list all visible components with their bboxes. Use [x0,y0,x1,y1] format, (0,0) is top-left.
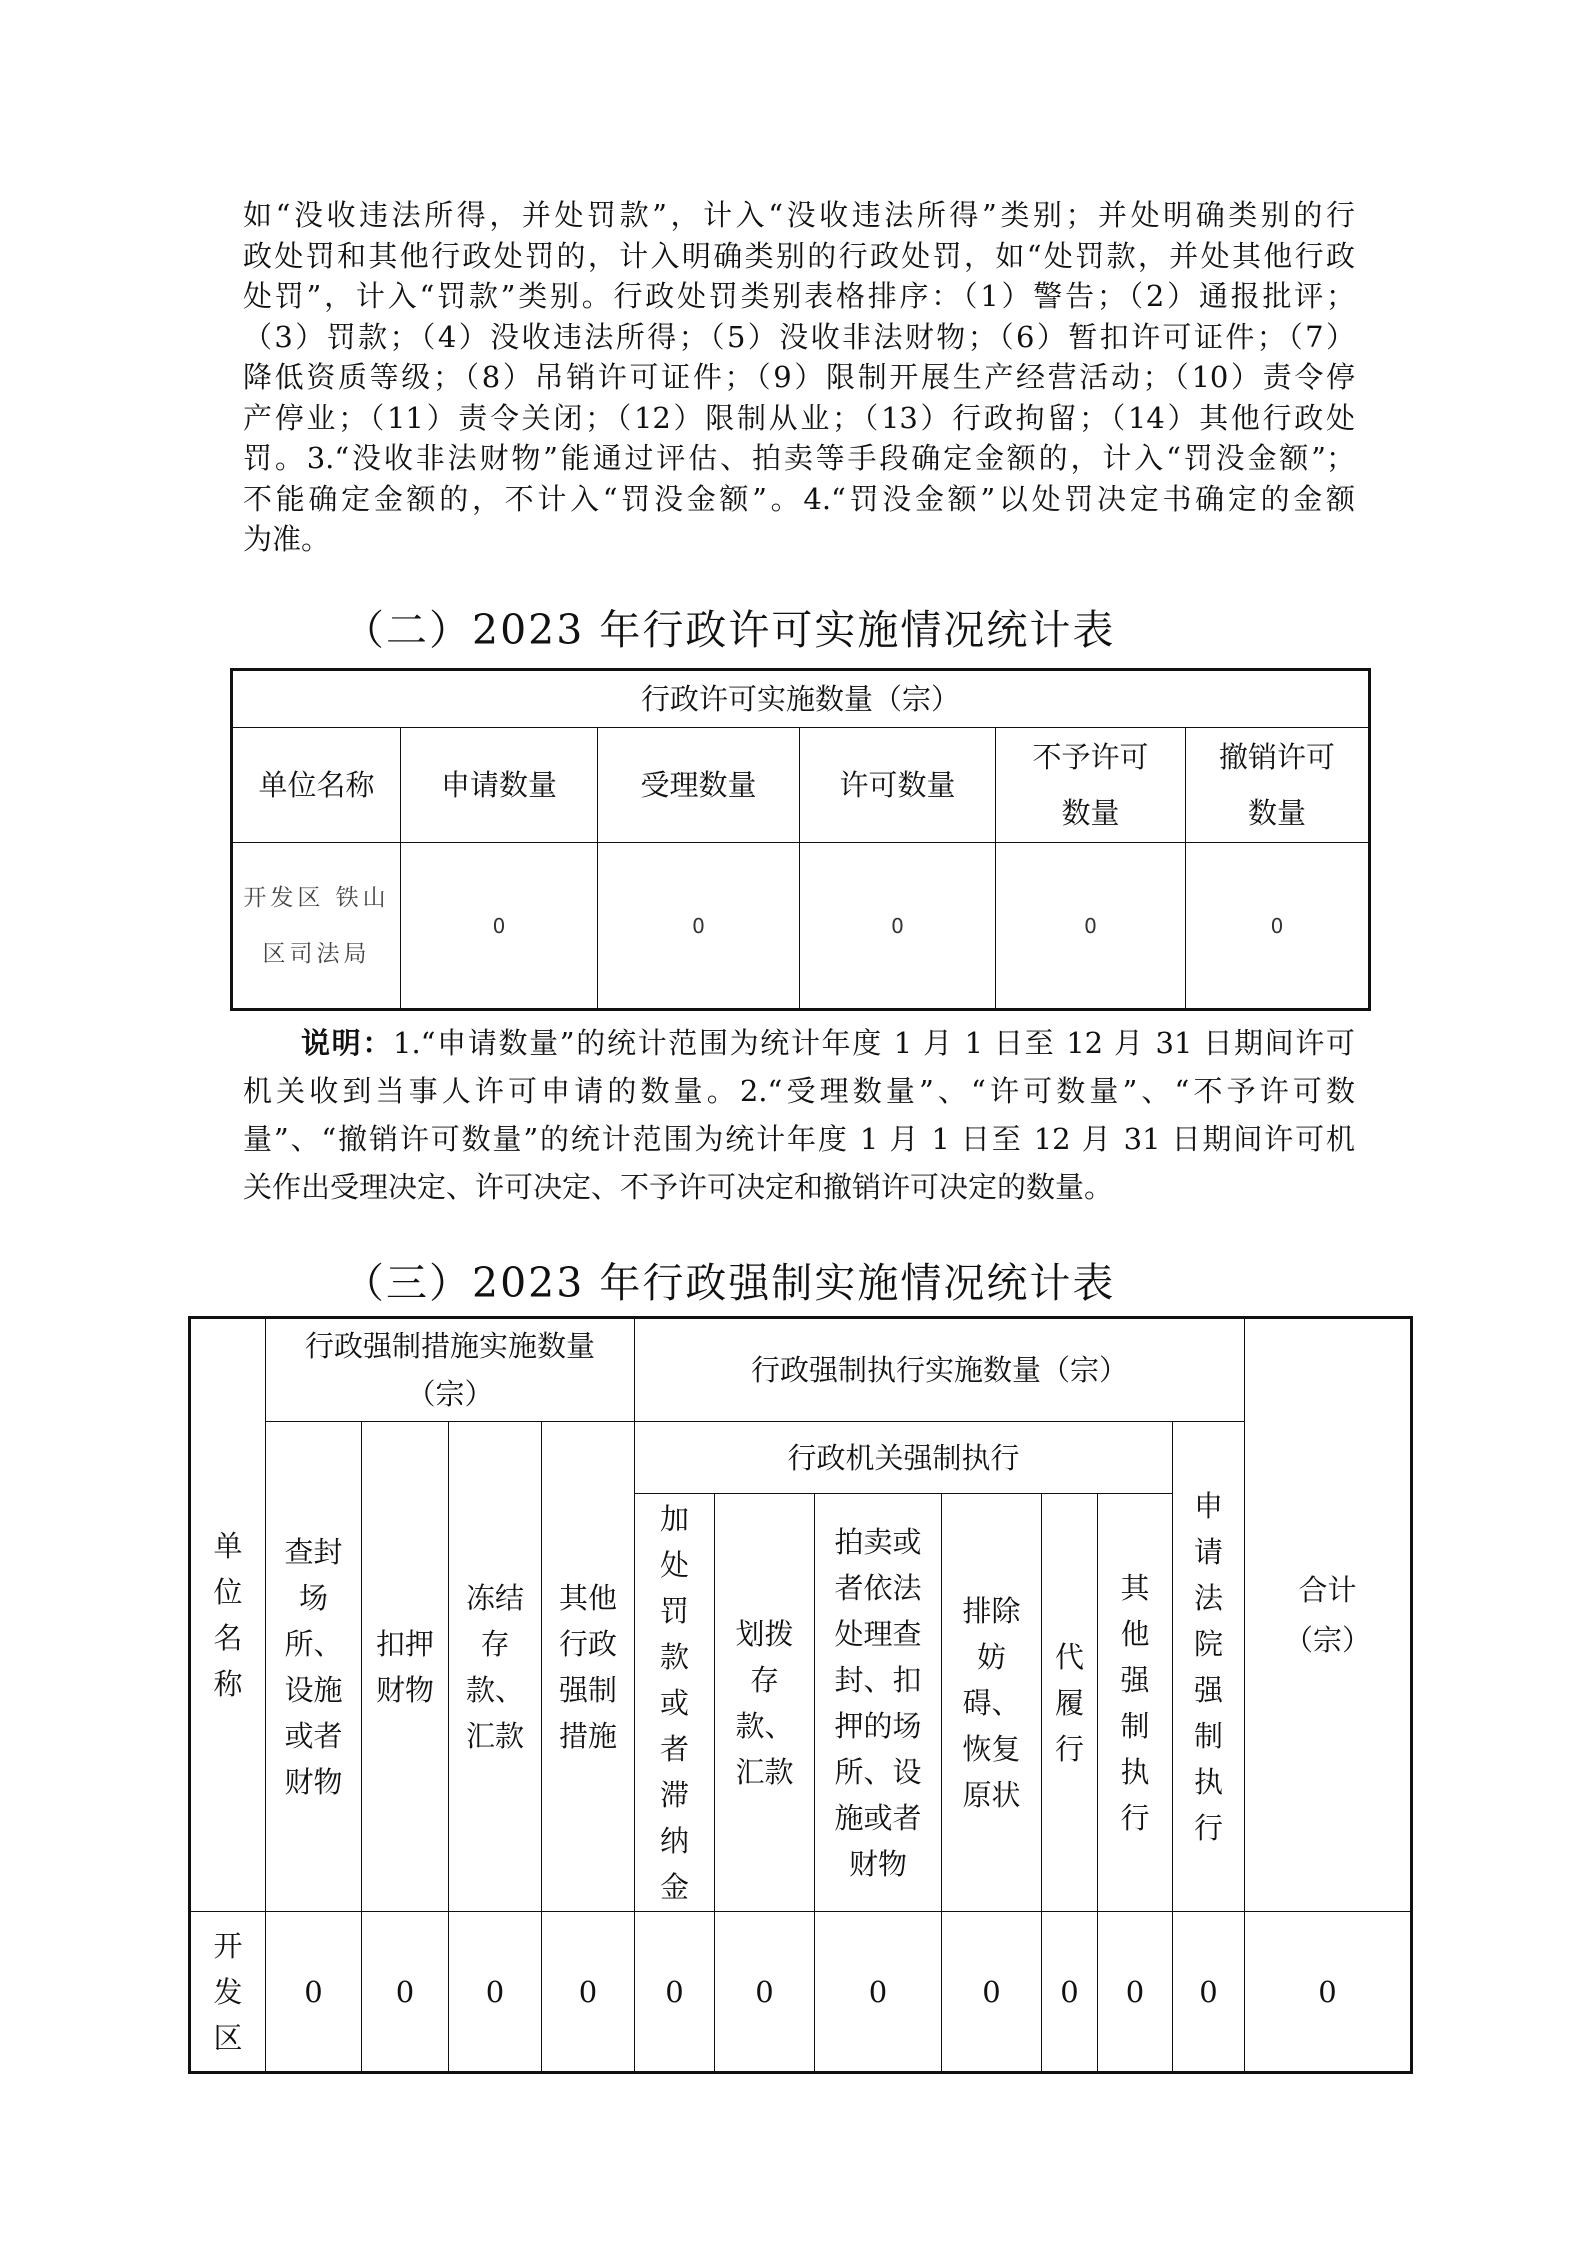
intro-line: 产停业；（11）责令关闭；（12）限制从业；（13）行政拘留；（14）其他行政处 [243,400,1355,435]
col-court-char: 请 [1194,1534,1224,1569]
col-remove-line: 原状 [962,1777,1021,1812]
col-other-exec-char: 强 [1120,1662,1150,1697]
col-remove-line: 排除 [962,1593,1021,1628]
col-revoke-line: 撤销许可 [1219,740,1336,774]
col-seize-line: 财物 [375,1672,434,1707]
col-other-measure-line: 其他 [559,1580,618,1615]
col-seal-line: 所、 [284,1626,343,1661]
intro-line: 降低资质等级；（8）吊销许可证件；（9）限制开展生产经营活动；（10）责令停 [243,360,1355,394]
col-auction-line: 封、扣 [834,1662,922,1697]
col-unit-char: 称 [213,1667,243,1701]
value-penalty: 0 [635,1912,715,2073]
measures-header-line: 行政强制措施实施数量 [305,1329,596,1363]
col-accept-count: 受理数量 [598,728,800,843]
section3-title: （三）2023 年行政强制实施情况统计表 [343,1259,1116,1307]
col-penalty-char: 或 [660,1685,690,1720]
col-auction-line: 押的场 [834,1708,922,1743]
value-transfer: 0 [715,1912,815,2073]
col-other-exec [1098,1494,1173,1912]
row-unit-line: 区司法局 [262,940,371,967]
value-auction: 0 [815,1912,942,2073]
col-revoke-count [1186,728,1370,843]
intro-line: 如“没收违法所得，并处罚款”，计入“没收违法所得”类别；并处明确类别的行 [243,198,1355,232]
value-permit: 0 [800,843,996,1010]
col-other-exec-char: 其 [1120,1570,1150,1605]
col-seal-line: 或者 [284,1718,343,1753]
row-unit-name [190,1912,266,2073]
col-penalty-char: 款 [660,1639,690,1674]
permit-group-header: 行政许可实施数量（宗） [232,670,1370,728]
col-substitute-char: 代 [1055,1639,1085,1674]
value-seize: 0 [362,1912,449,2073]
row-unit-line: 开发区 铁山 [243,884,390,911]
col-seal-line: 场 [298,1580,328,1615]
col-auction-line: 者依法 [834,1570,922,1605]
col-penalty [635,1494,715,1912]
col-other-exec-char: 他 [1120,1616,1150,1651]
col-seize-line: 扣押 [375,1626,434,1661]
col-seal-line: 财物 [284,1764,343,1799]
col-penalty-char: 金 [660,1869,690,1904]
col-apply-count: 申请数量 [401,728,598,843]
col-freeze-line: 款、 [465,1672,524,1707]
value-accept: 0 [598,843,800,1010]
col-transfer-line: 划拨 [735,1616,794,1651]
col-auction [815,1494,942,1912]
col-auction-line: 处理查 [834,1616,922,1651]
col-freeze-line: 存 [480,1626,510,1661]
col-auction-line: 财物 [849,1846,908,1881]
admin-execution-header: 行政机关强制执行 [635,1422,1173,1494]
col-remove-line: 碍、 [962,1685,1021,1720]
col-unit-char: 单 [213,1529,243,1563]
note-line: 量”、“撤销许可数量”的统计范围为统计年度 1 月 1 日至 12 月 31 日期间许可机 [243,1122,1355,1156]
value-seal: 0 [266,1912,362,2073]
row-unit-char: 发 [213,1974,243,2009]
col-other-exec-char: 行 [1120,1800,1150,1835]
intro-paragraph [243,195,1355,560]
col-unit-char: 位 [213,1575,243,1609]
intro-line: 处罚”，计入“罚款”类别。行政处罚类别表格排序：（1）警告；（2）通报批评； [243,279,1355,313]
note-line: 关作出受理决定、许可决定、不予许可决定和撤销许可决定的数量。 [243,1170,1114,1204]
col-substitute [1042,1494,1098,1912]
col-auction-line: 施或者 [834,1800,922,1835]
col-freeze [449,1422,542,1912]
intro-line: 政处罚和其他行政处罚的，计入明确类别的行政处罚，如“处罚款，并处其他行政 [243,238,1355,273]
col-court-char: 强 [1194,1672,1224,1707]
permit-note [243,1019,1355,1211]
col-penalty-char: 纳 [660,1823,690,1858]
col-penalty-char: 滞 [660,1777,690,1812]
col-penalty-char: 加 [660,1501,690,1536]
value-court-exec: 0 [1173,1912,1245,2073]
col-other-exec-char: 制 [1120,1708,1150,1743]
col-total-line: （宗） [1284,1623,1372,1657]
intro-line: 罚。3.“没收非法财物”能通过评估、拍卖等手段确定金额的，计入“罚没金额”； [243,441,1355,475]
measures-header-line: （宗） [406,1377,494,1411]
col-penalty-char: 罚 [660,1593,690,1628]
note-line: 机关收到当事人许可申请的数量。2.“受理数量”、“许可数量”、“不予许可数 [243,1074,1355,1108]
measures-group-header [266,1318,635,1422]
col-freeze-line: 冻结 [465,1580,524,1615]
col-remove [942,1494,1042,1912]
permit-table [230,668,1371,1011]
note-text: 1.“申请数量”的统计范围为统计年度 1 月 1 日至 12 月 31 日期间许可 [393,1026,1355,1060]
col-court-char: 执 [1194,1764,1224,1799]
intro-line: 不能确定金额的，不计入“罚没金额”。4.“罚没金额”以处罚决定书确定的金额 [243,481,1355,516]
col-transfer-line: 存 [750,1662,780,1697]
value-deny: 0 [996,843,1186,1010]
col-revoke-line: 数量 [1248,796,1307,830]
col-freeze-line: 汇款 [465,1718,524,1753]
value-substitute: 0 [1042,1912,1098,2073]
row-unit-char: 区 [213,2020,243,2055]
col-auction-line: 拍卖或 [834,1524,922,1559]
col-court-char: 行 [1194,1810,1224,1845]
value-apply: 0 [401,843,598,1010]
col-seal-line: 设施 [284,1672,343,1707]
col-total-line: 合计 [1298,1573,1357,1607]
col-substitute-char: 履 [1055,1685,1085,1720]
col-total [1245,1318,1412,1912]
col-unit-char: 名 [213,1621,243,1655]
value-revoke: 0 [1186,843,1370,1010]
col-unit-name: 单位名称 [232,728,401,843]
col-court-char: 院 [1194,1626,1224,1661]
value-other-measure: 0 [542,1912,635,2073]
value-total: 0 [1245,1912,1412,2073]
col-court-char: 法 [1194,1580,1224,1615]
col-other-measure-line: 强制 [559,1672,618,1707]
value-freeze: 0 [449,1912,542,2073]
col-deny-line: 不予许可 [1032,740,1149,774]
col-deny-count [996,728,1186,843]
col-unit-name [190,1318,266,1912]
col-other-measure-line: 措施 [559,1718,618,1753]
row-unit-name [232,843,401,1010]
value-other-exec: 0 [1098,1912,1173,2073]
col-deny-line: 数量 [1061,796,1120,830]
row-unit-char: 开 [213,1928,243,1963]
col-remove-line: 恢复 [962,1731,1021,1766]
col-auction-line: 所、设 [834,1754,922,1789]
col-court-char: 制 [1194,1718,1224,1753]
col-other-exec-char: 执 [1120,1754,1150,1789]
col-other-measure-line: 行政 [559,1626,618,1661]
intro-line: （3）罚款；（4）没收违法所得；（5）没收非法财物；（6）暂扣许可证件；（7） [243,319,1355,354]
col-court-char: 申 [1194,1488,1224,1523]
note-label: 说明： [301,1026,393,1060]
value-remove: 0 [942,1912,1042,2073]
col-seal [266,1422,362,1912]
col-penalty-char: 处 [660,1547,690,1582]
col-transfer-line: 款、 [735,1708,794,1743]
col-seal-line: 查封 [284,1534,343,1569]
note-line [243,1019,1355,1067]
col-penalty-char: 者 [660,1731,690,1766]
execution-group-header: 行政强制执行实施数量（宗） [635,1318,1245,1422]
intro-line: 为准。 [243,522,331,556]
col-seize [362,1422,449,1912]
col-court-exec [1173,1422,1245,1912]
col-permit-count: 许可数量 [800,728,996,843]
section2-title: （二）2023 年行政许可实施情况统计表 [343,606,1116,654]
enforcement-table [188,1316,1413,2074]
col-transfer-line: 汇款 [735,1754,794,1789]
col-transfer [715,1494,815,1912]
col-substitute-char: 行 [1055,1731,1085,1766]
col-remove-line: 妨 [977,1639,1007,1674]
col-other-measure [542,1422,635,1912]
